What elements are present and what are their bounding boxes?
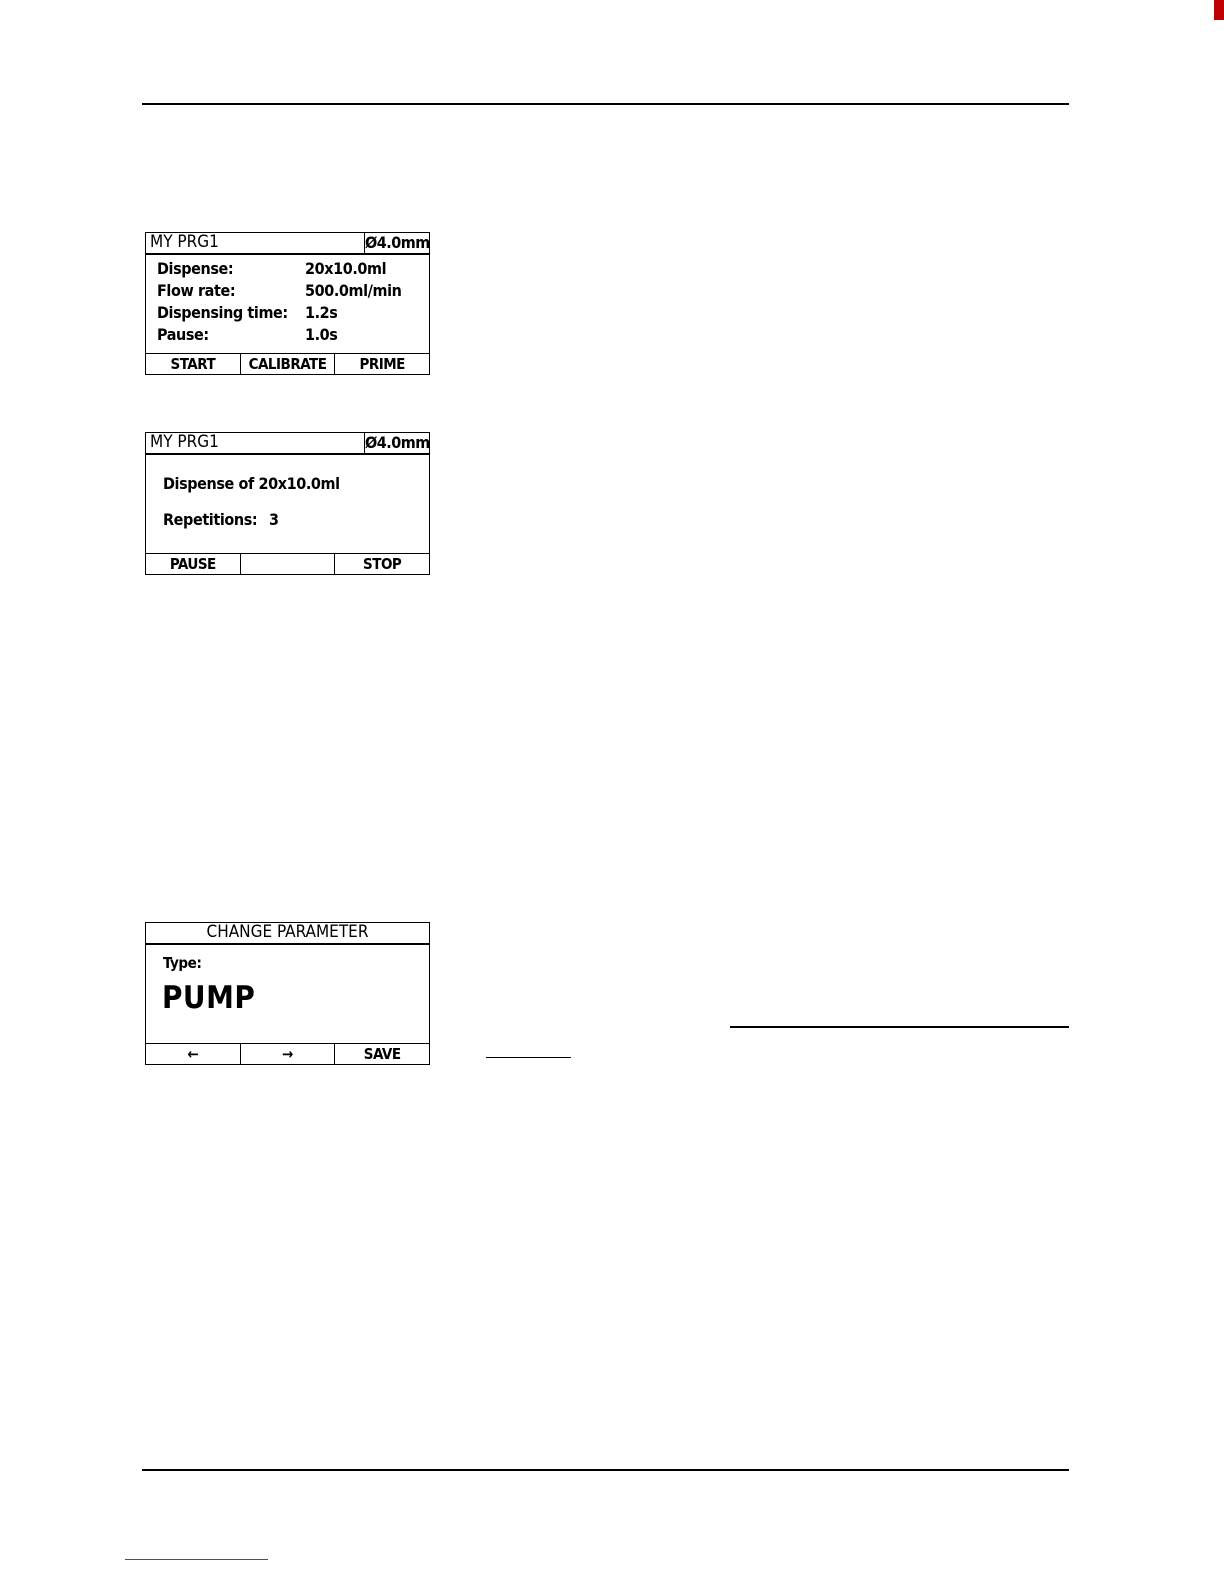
pause-value: 1.0s (305, 325, 338, 344)
tube-diameter: Ø4.0mm (365, 433, 430, 452)
dispense-label: Dispense: (157, 259, 234, 278)
lcd-title-bar (146, 433, 429, 455)
change-parameter-title: CHANGE PARAMETER (206, 922, 369, 942)
lcd-title-bar (146, 233, 429, 255)
lcd-change-parameter (145, 922, 430, 1065)
dispensing-time-label: Dispensing time: (157, 303, 288, 322)
dispense-status-text: Dispense of 20x10.0ml (163, 474, 340, 493)
text-rule-long (730, 1026, 1069, 1028)
program-name: MY PRG1 (150, 432, 219, 452)
pause-softkey[interactable]: PAUSE (146, 554, 241, 574)
lcd-dispensing-status (145, 432, 430, 575)
pause-label: Pause: (157, 325, 209, 344)
dispense-value: 20x10.0ml (305, 259, 387, 278)
type-label: Type: (163, 954, 202, 972)
blank-softkey[interactable] (241, 554, 336, 574)
prime-softkey[interactable]: PRIME (359, 355, 405, 373)
start-softkey[interactable]: START (146, 354, 241, 374)
flow-rate-value: 500.0ml/min (305, 281, 402, 300)
text-rule-short (486, 1057, 571, 1058)
page-edge-marker (1214, 0, 1224, 20)
repetitions-value: 3 (269, 510, 279, 529)
tube-diameter: Ø4.0mm (365, 233, 430, 252)
type-value: PUMP (162, 980, 256, 1016)
flow-rate-label: Flow rate: (157, 281, 236, 300)
footnote-rule (125, 1559, 268, 1560)
lcd-program-overview (145, 232, 430, 375)
left-arrow-softkey[interactable]: ← (146, 1044, 241, 1064)
softkey-bar (146, 1043, 429, 1064)
lcd-title-bar (146, 923, 429, 945)
softkey-bar (146, 353, 429, 374)
right-arrow-softkey[interactable]: → (241, 1044, 336, 1064)
repetitions-label: Repetitions: (163, 510, 258, 529)
footer-rule (142, 1469, 1069, 1471)
dispensing-time-value: 1.2s (305, 303, 338, 322)
stop-softkey[interactable]: STOP (363, 555, 402, 573)
header-rule (142, 103, 1069, 105)
program-name: MY PRG1 (150, 232, 219, 252)
save-softkey[interactable]: SAVE (363, 1045, 401, 1063)
calibrate-softkey[interactable]: CALIBRATE (241, 354, 336, 374)
softkey-bar (146, 553, 429, 574)
